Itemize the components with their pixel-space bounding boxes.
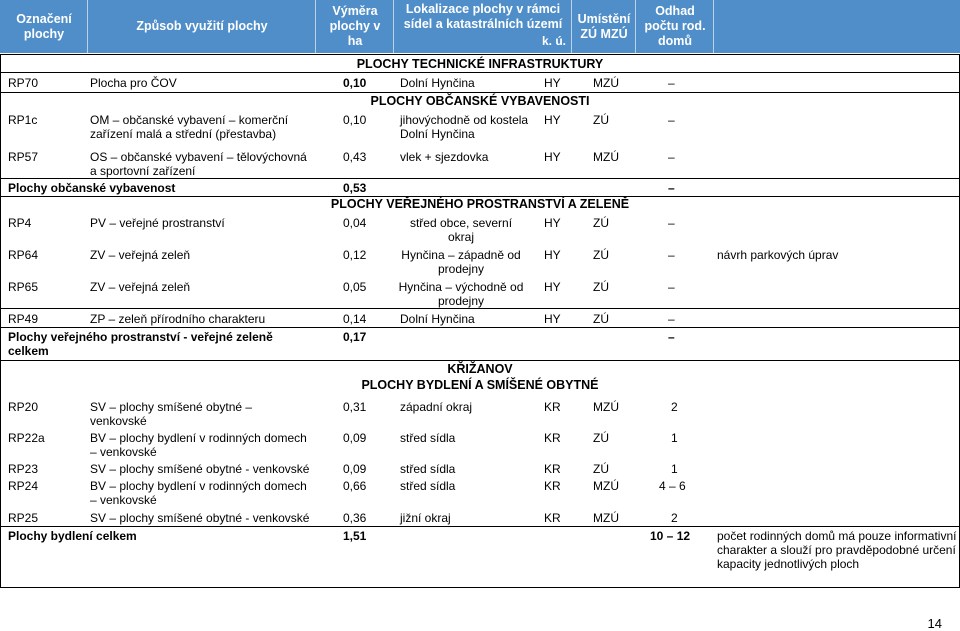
row-rp4-use: PV – veřejné prostranství bbox=[90, 216, 225, 230]
row-rp65-zu: ZÚ bbox=[593, 280, 609, 294]
row-rp25-loc: jižní okraj bbox=[400, 511, 451, 525]
row-rp20-zu: MZÚ bbox=[593, 400, 619, 414]
row-rp49-loc: Dolní Hynčina bbox=[400, 312, 475, 326]
row-rp70-use: Plocha pro ČOV bbox=[90, 76, 177, 90]
row-rp22a-odhad: 1 bbox=[671, 431, 678, 445]
row-rp65-area: 0,05 bbox=[343, 280, 367, 294]
row-rp65-ku: HY bbox=[544, 280, 561, 294]
row-rp1c-zu: ZÚ bbox=[593, 113, 609, 127]
sum-bydleni-label: Plochy bydlení celkem bbox=[8, 529, 137, 543]
row-rp57-loc: vlek + sjezdovka bbox=[400, 150, 489, 164]
sum-bydleni-area: 1,51 bbox=[343, 529, 367, 543]
row-rp57-odhad: – bbox=[668, 150, 675, 164]
header-zpusob: Způsob využití plochy bbox=[136, 19, 268, 33]
row-rp4-area: 0,04 bbox=[343, 216, 367, 230]
row-rp4-odhad: – bbox=[668, 216, 675, 230]
row-rp1c-id: RP1c bbox=[8, 113, 38, 127]
sum-verejne-label: Plochy veřejného prostranství - veřejné zeleně celkem bbox=[8, 330, 273, 358]
row-rp4-loc: střed obce, severní okraj bbox=[409, 216, 513, 244]
row-rp49-ku: HY bbox=[544, 312, 561, 326]
page-number: 14 bbox=[927, 616, 942, 631]
row-rp64-note: návrh parkových úprav bbox=[717, 248, 839, 262]
row-rp70-area: 0,10 bbox=[343, 76, 367, 90]
row-rp70-odhad: – bbox=[668, 76, 675, 90]
section-verejne: PLOCHY VEŘEJNÉHO PROSTRANSTVÍ A ZELENĚ bbox=[330, 197, 630, 211]
row-rp25-ku: KR bbox=[544, 511, 561, 525]
row-rp23-odhad: 1 bbox=[671, 462, 678, 476]
section-technicke: PLOCHY TECHNICKÉ INFRASTRUKTURY bbox=[356, 57, 604, 71]
row-rp22a-ku: KR bbox=[544, 431, 561, 445]
row-rp65-id: RP65 bbox=[8, 280, 39, 294]
row-rp22a-id: RP22a bbox=[8, 431, 45, 445]
row-rp22a-use: BV – plochy bydlení v rodinných domech – venkovské bbox=[90, 431, 307, 459]
row-rp24-area: 0,66 bbox=[343, 479, 367, 493]
row-rp1c-area: 0,10 bbox=[343, 113, 367, 127]
row-rp24-loc: střed sídla bbox=[400, 479, 456, 493]
table-header bbox=[0, 0, 960, 53]
row-rp24-odhad: 4 – 6 bbox=[659, 479, 686, 493]
row-rp25-id: RP25 bbox=[8, 511, 39, 525]
row-rp23-use: SV – plochy smíšené obytné - venkovské bbox=[90, 462, 310, 476]
row-rp49-zu: ZÚ bbox=[593, 312, 609, 326]
row-rp25-odhad: 2 bbox=[671, 511, 678, 525]
row-rp4-zu: ZÚ bbox=[593, 216, 609, 230]
row-rp70-ku: HY bbox=[544, 76, 561, 90]
row-rp20-ku: KR bbox=[544, 400, 561, 414]
sum-bydleni-odhad: 10 – 12 bbox=[650, 529, 691, 543]
row-rp70-id: RP70 bbox=[8, 76, 39, 90]
row-rp64-ku: HY bbox=[544, 248, 561, 262]
row-rp64-id: RP64 bbox=[8, 248, 39, 262]
row-rp64-area: 0,12 bbox=[343, 248, 367, 262]
sum-obcanske-odhad: – bbox=[668, 181, 675, 195]
row-rp23-ku: KR bbox=[544, 462, 561, 476]
row-rp4-ku: HY bbox=[544, 216, 561, 230]
row-rp1c-loc: jihovýchodně od kostela Dolní Hynčina bbox=[400, 113, 529, 141]
row-rp22a-loc: střed sídla bbox=[400, 431, 456, 445]
header-vymera: Výměra plochy v ha bbox=[329, 4, 381, 48]
row-rp64-use: ZV – veřejná zeleň bbox=[90, 248, 191, 262]
row-rp23-id: RP23 bbox=[8, 462, 39, 476]
header-odhad: Odhad počtu rod. domů bbox=[644, 4, 706, 48]
row-rp20-id: RP20 bbox=[8, 400, 39, 414]
header-ku: k. ú. bbox=[541, 34, 566, 48]
row-rp64-loc: Hynčina – západně od prodejny bbox=[401, 248, 521, 276]
row-rp64-odhad: – bbox=[668, 248, 675, 262]
row-rp49-id: RP49 bbox=[8, 312, 39, 326]
sum-bydleni-note: počet rodinných domů má pouze informativní charakter a slouží pro pravděpodobné určení kapacity jednotlivých ploch bbox=[717, 529, 957, 571]
row-rp65-odhad: – bbox=[668, 280, 675, 294]
sum-verejne-area: 0,17 bbox=[343, 330, 367, 344]
row-rp49-area: 0,14 bbox=[343, 312, 367, 326]
header-umisteni: Umístění ZÚ MZÚ bbox=[577, 11, 631, 41]
row-rp25-zu: MZÚ bbox=[593, 511, 619, 525]
row-rp24-zu: MZÚ bbox=[593, 479, 619, 493]
row-rp25-area: 0,36 bbox=[343, 511, 367, 525]
row-rp1c-use: OM – občanské vybavení – komerční zařízení malá a střední (přestavba) bbox=[90, 113, 289, 141]
row-rp20-area: 0,31 bbox=[343, 400, 367, 414]
row-rp65-loc: Hynčina – východně od prodejny bbox=[398, 280, 524, 308]
row-rp70-loc: Dolní Hynčina bbox=[400, 76, 475, 90]
row-rp23-area: 0,09 bbox=[343, 462, 367, 476]
row-rp24-use: BV – plochy bydlení v rodinných domech – venkovské bbox=[90, 479, 307, 507]
row-rp57-ku: HY bbox=[544, 150, 561, 164]
header-lokalizace-cell bbox=[394, 0, 572, 55]
row-rp64-zu: ZÚ bbox=[593, 248, 609, 262]
header-oznaceni: Označení plochy bbox=[16, 11, 72, 41]
row-rp1c-ku: HY bbox=[544, 113, 561, 127]
row-rp23-zu: ZÚ bbox=[593, 462, 609, 476]
row-rp23-loc: střed sídla bbox=[400, 462, 456, 476]
row-rp70-zu: MZÚ bbox=[593, 76, 619, 90]
sum-obcanske-label: Plochy občanské vybavenost bbox=[8, 181, 176, 195]
row-rp57-id: RP57 bbox=[8, 150, 39, 164]
row-rp24-id: RP24 bbox=[8, 479, 39, 493]
row-rp20-loc: západní okraj bbox=[400, 400, 473, 414]
section-obcanske: PLOCHY OBČANSKÉ VYBAVENOSTI bbox=[370, 94, 590, 108]
row-rp4-id: RP4 bbox=[8, 216, 32, 230]
row-rp49-use: ZP – zeleň přírodního charakteru bbox=[90, 312, 266, 326]
sum-verejne-odhad: – bbox=[668, 330, 675, 344]
section-krizanov: KŘIŽANOV bbox=[447, 362, 513, 376]
row-rp65-use: ZV – veřejná zeleň bbox=[90, 280, 191, 294]
row-rp1c-odhad: – bbox=[668, 113, 675, 127]
row-rp24-ku: KR bbox=[544, 479, 561, 493]
row-rp20-odhad: 2 bbox=[671, 400, 678, 414]
row-rp20-use: SV – plochy smíšené obytné – venkovské bbox=[90, 400, 253, 428]
row-rp57-zu: MZÚ bbox=[593, 150, 619, 164]
row-rp57-use: OS – občanské vybavení – tělovýchovná a sportovní zařízení bbox=[90, 150, 307, 178]
row-rp25-use: SV – plochy smíšené obytné - venkovské bbox=[90, 511, 310, 525]
header-lokalizace: Lokalizace plochy v rámci sídel a katastrálních území bbox=[403, 2, 563, 31]
section-bydleni: PLOCHY BYDLENÍ A SMÍŠENÉ OBYTNÉ bbox=[361, 378, 599, 392]
sum-obcanske-area: 0,53 bbox=[343, 181, 367, 195]
row-rp22a-area: 0,09 bbox=[343, 431, 367, 445]
row-rp49-odhad: – bbox=[668, 312, 675, 326]
row-rp22a-zu: ZÚ bbox=[593, 431, 609, 445]
row-rp57-area: 0,43 bbox=[343, 150, 367, 164]
